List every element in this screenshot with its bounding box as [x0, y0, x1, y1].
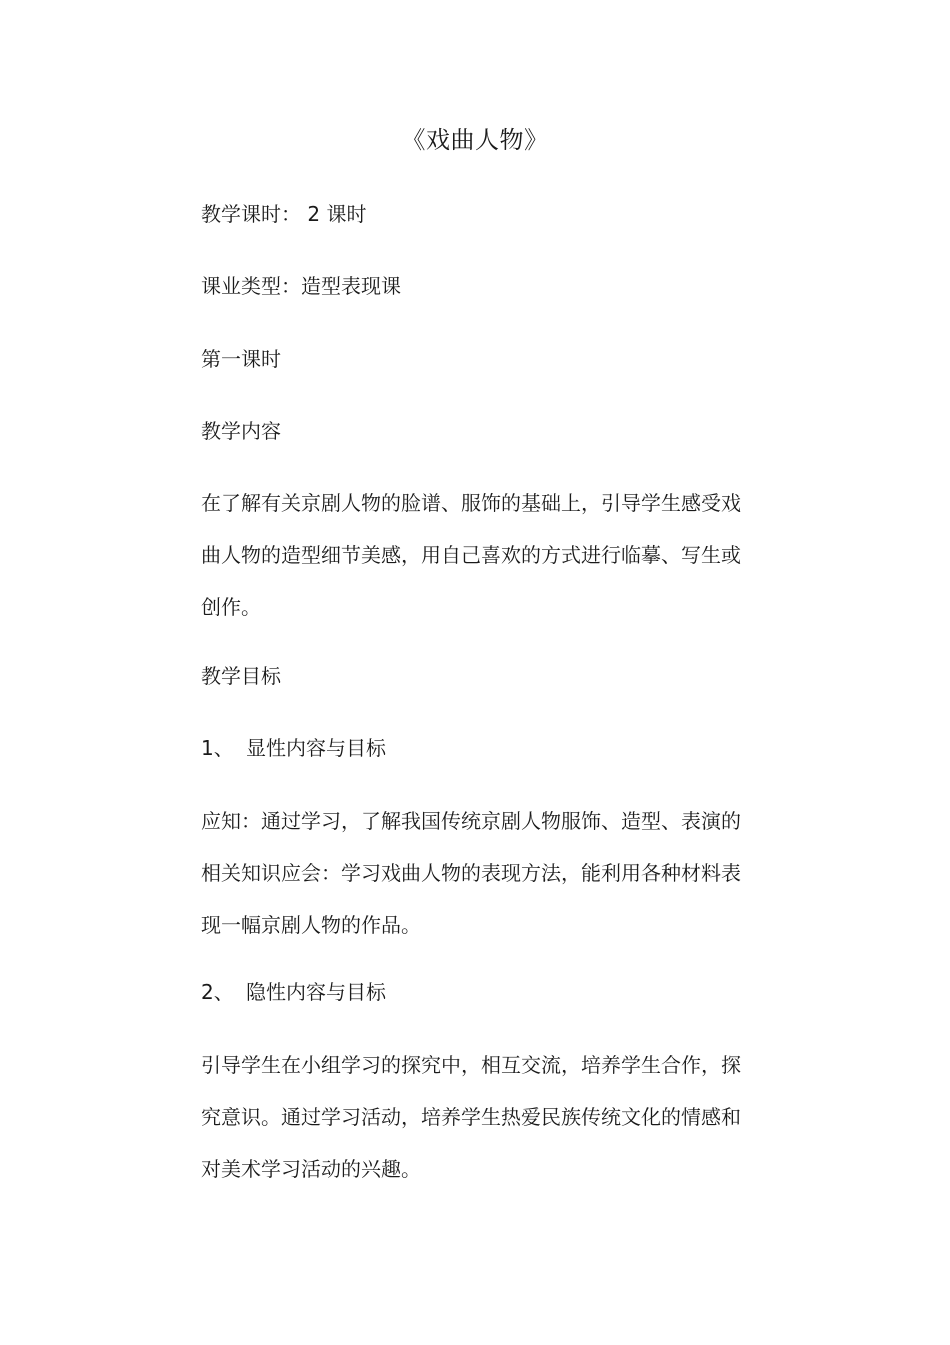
goal-1-paragraph [201, 795, 769, 951]
course-type: 课业类型：造型表现课 [201, 274, 401, 298]
paragraph-line: 应知：通过学习，了解我国传统京剧人物服饰、造型、表演的 [201, 809, 741, 833]
paragraph-line: 相关知识应会：学习戏曲人物的表现方法，能利用各种材料表 [201, 861, 741, 885]
goal-1-title: 显性内容与目标 [246, 736, 386, 760]
teaching-content-paragraph [201, 477, 769, 633]
goal-1-number: 1、 [201, 736, 234, 760]
paragraph-line: 究意识。通过学习活动，培养学生热爱民族传统文化的情感和 [201, 1105, 741, 1129]
paragraph-line: 在了解有关京剧人物的脸谱、服饰的基础上，引导学生感受戏 [201, 491, 741, 515]
teaching-goals-heading: 教学目标 [201, 664, 281, 688]
goal-1-heading [201, 734, 386, 762]
goal-2-number: 2、 [201, 980, 234, 1004]
goal-2-heading [201, 978, 386, 1006]
paragraph-line: 引导学生在小组学习的探究中，相互交流，培养学生合作，探 [201, 1053, 741, 1077]
paragraph-line: 创作。 [201, 595, 261, 619]
paragraph-line: 曲人物的造型细节美感，用自己喜欢的方式进行临摹、写生或 [201, 543, 741, 567]
paragraph-line: 现一幅京剧人物的作品。 [201, 913, 421, 937]
lesson-one-heading: 第一课时 [201, 347, 281, 371]
teaching-content-heading: 教学内容 [201, 419, 281, 443]
class-hours: 教学课时： 2 课时 [201, 202, 367, 226]
document-title: 《戏曲人物》 [401, 126, 549, 154]
goal-2-title: 隐性内容与目标 [246, 980, 386, 1004]
goal-2-paragraph [201, 1039, 769, 1195]
paragraph-line: 对美术学习活动的兴趣。 [201, 1157, 421, 1181]
